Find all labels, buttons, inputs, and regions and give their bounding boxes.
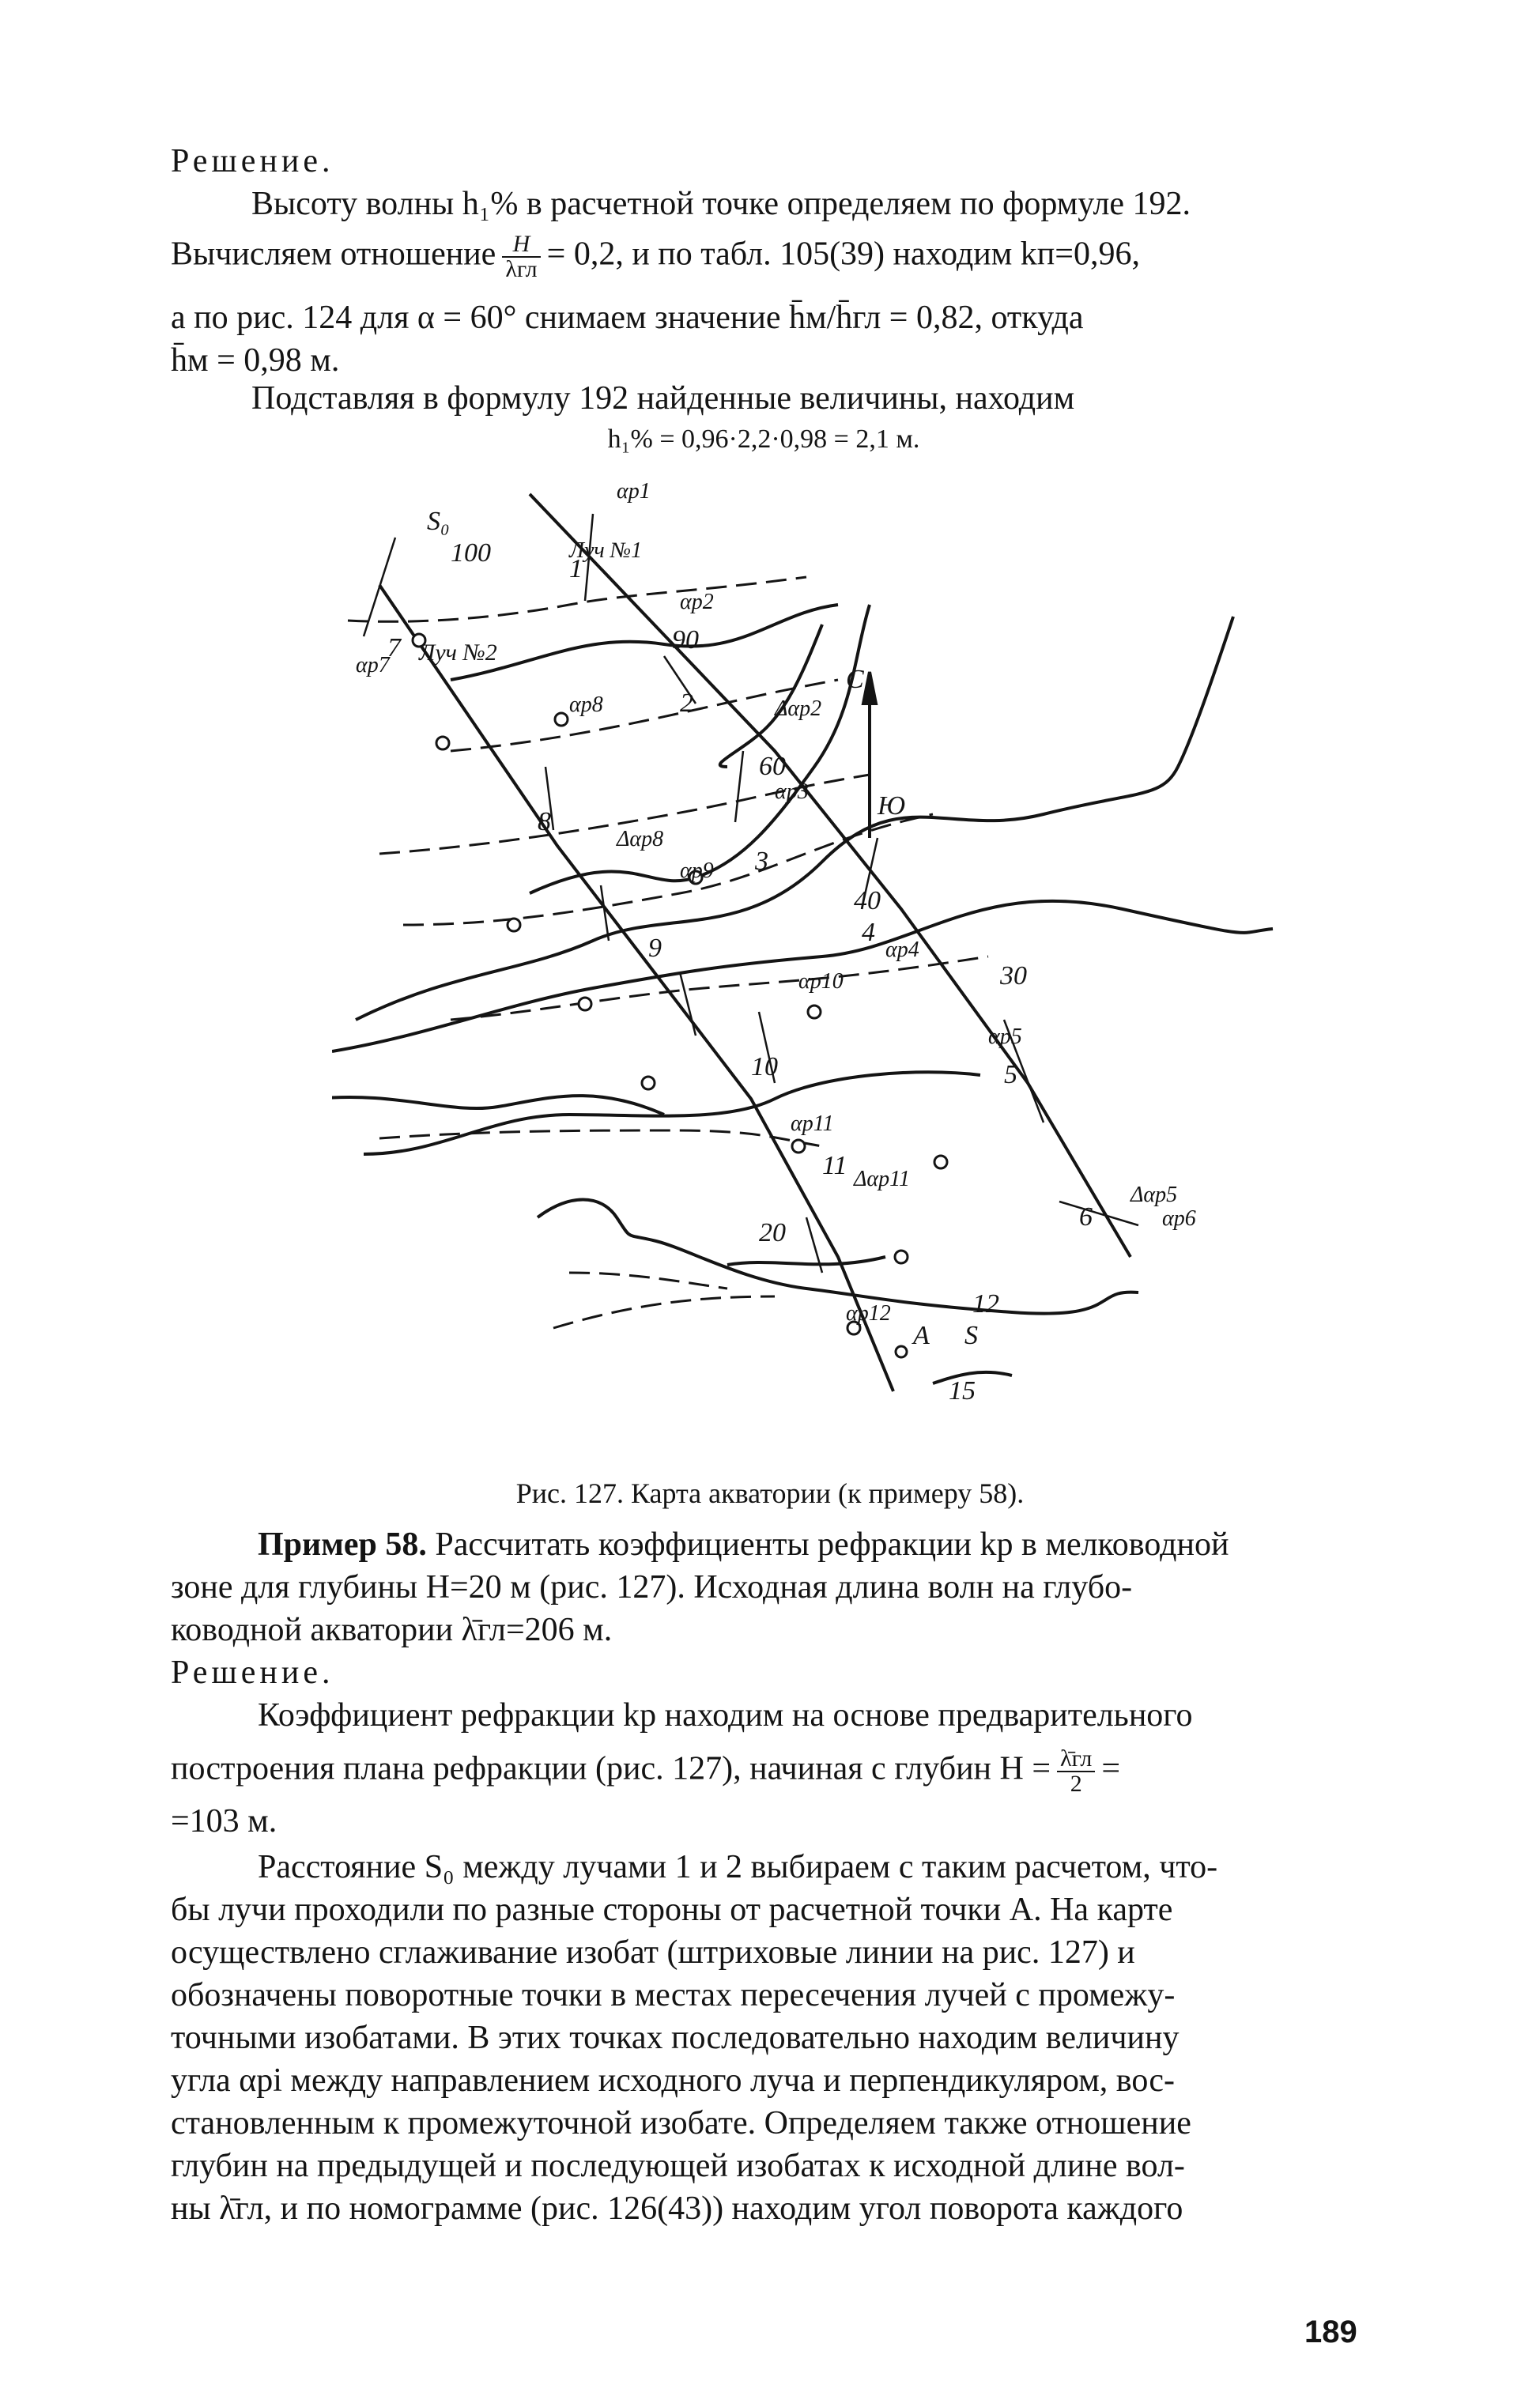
label-alpha-p5: αр5 xyxy=(988,1024,1022,1049)
label-point-4: 4 xyxy=(862,918,875,947)
turning-point xyxy=(555,713,568,726)
label-point-s: S xyxy=(964,1321,978,1350)
paragraph-3-line-6: угла αрi между направлением исходного луча и перпендикуляром, вос- xyxy=(171,2062,1175,2099)
paragraph-3-line-8: глубин на предыдущей и последующей изобатах к исходной длине вол- xyxy=(171,2148,1185,2184)
fraction-numerator-2: λ̄гл xyxy=(1057,1747,1095,1772)
label-south: Ю xyxy=(878,791,906,821)
label-alpha-p10: αр10 xyxy=(798,969,844,994)
label-point-6: 6 xyxy=(1079,1202,1093,1232)
paragraph-1-line-4: h̄м = 0,98 м. xyxy=(171,342,340,379)
paragraph-1-line-1: Высоту волны h₁% в расчетной точке определяем по формуле 192. xyxy=(251,186,1191,222)
paragraph-3-line-9: ны λ̄гл, и по номограмме (рис. 126(43)) находим угол поворота каждого xyxy=(171,2190,1183,2227)
tick-3 xyxy=(735,751,743,822)
paragraph-3-line-3: осуществлено сглаживание изобат (штриховые линии на рис. 127) и xyxy=(171,1934,1135,1971)
label-point-7: 7 xyxy=(387,633,401,662)
label-delta-alpha-p11: Δαр11 xyxy=(854,1167,911,1191)
label-alpha-p1: αр1 xyxy=(617,479,651,504)
turning-point xyxy=(508,919,520,931)
turning-point xyxy=(792,1140,805,1153)
dashed-isobath-6 xyxy=(379,1130,822,1146)
label-depth-100: 100 xyxy=(451,538,491,568)
dashed-isobath-7 xyxy=(569,1273,727,1289)
isobath-20-curve xyxy=(364,1072,980,1154)
label-depth-60: 60 xyxy=(759,752,786,781)
label-alpha-p6: αр6 xyxy=(1162,1206,1196,1231)
paragraph-1-line-2 xyxy=(171,232,1357,281)
example-line-1-text: Рассчитать коэффициенты рефракции kр в мелководной xyxy=(435,1526,1229,1563)
paragraph-1-line-3: а по рис. 124 для α = 60° снимаем значение h̄м/h̄гл = 0,82, откуда xyxy=(171,300,1084,336)
perpendicular-ticks xyxy=(364,514,1138,1273)
label-alpha-p4: αр4 xyxy=(885,938,919,962)
label-point-8: 8 xyxy=(538,807,551,836)
turning-point xyxy=(579,998,591,1010)
label-alpha-p12: αр12 xyxy=(846,1301,891,1326)
label-point-5: 5 xyxy=(1004,1060,1017,1089)
paragraph-3-line-5: точными изобатами. В этих точках последовательно находим величину xyxy=(171,2020,1180,2056)
wave-rays xyxy=(379,494,1130,1391)
solution-2-line-2b: = xyxy=(1101,1750,1121,1787)
turning-point xyxy=(934,1156,947,1168)
fraction-denominator-2: 2 xyxy=(1070,1771,1082,1797)
label-point-1: 1 xyxy=(569,554,583,583)
point-a-marker xyxy=(896,1346,907,1357)
page-number: 189 xyxy=(1304,2315,1357,2349)
paragraph-3-line-4: обозначены поворотные точки в местах пересечения лучей с промежу- xyxy=(171,1977,1176,2013)
label-ray-1: Луч №1 xyxy=(569,538,643,563)
paragraph-2-line-1: Подставляя в формулу 192 найденные величины, находим xyxy=(251,380,1075,417)
label-delta-alpha-p5: Δαр5 xyxy=(1130,1183,1178,1207)
solution-2-line-2a: построения плана рефракции (рис. 127), начиная с глубин H = xyxy=(171,1750,1051,1787)
isobath-20b-curve xyxy=(727,1257,885,1265)
example-line-3: ководной акватории λ̄гл=206 м. xyxy=(171,1612,613,1648)
example-line-2: зоне для глубины H=20 м (рис. 127). Исходная длина волн на глубо- xyxy=(171,1569,1133,1606)
half-wavelength-fraction xyxy=(1057,1747,1095,1796)
label-delta-alpha-p8: Δαр8 xyxy=(617,827,664,851)
turning-point xyxy=(808,1006,821,1018)
solution-2-line-3: =103 м. xyxy=(171,1803,277,1840)
label-point-10: 10 xyxy=(751,1052,778,1081)
isobath-30b-curve xyxy=(332,1096,664,1115)
solution-heading-1: Решение. xyxy=(171,143,334,179)
dashed-isobath-1 xyxy=(348,577,806,621)
solution-2-line-2 xyxy=(171,1747,1357,1796)
label-delta-alpha-p2: Δαр2 xyxy=(775,696,822,721)
label-s0: S₀ xyxy=(427,507,450,536)
turning-point xyxy=(642,1077,655,1089)
label-point-12: 12 xyxy=(972,1289,999,1319)
paragraph-1-line-2a: Вычисляем отношение xyxy=(171,236,496,273)
label-alpha-p7: αр7 xyxy=(356,653,390,677)
figure-caption: Рис. 127. Карта акватории (к примеру 58). xyxy=(515,1477,1025,1509)
ray-1 xyxy=(530,494,1130,1257)
north-arrow xyxy=(863,672,876,838)
formula-line: h₁% = 0,96·2,2·0,98 = 2,1 м. xyxy=(607,425,920,454)
paragraph-3-line-7: становленным к промежуточной изобате. Определяем также отношение xyxy=(171,2105,1191,2141)
label-alpha-p3: αр3 xyxy=(775,779,809,804)
north-arrow-head xyxy=(863,672,876,704)
label-point-2: 2 xyxy=(680,689,693,718)
label-north: С xyxy=(846,665,864,694)
paragraph-1-line-2b: = 0,2, и по табл. 105(39) находим kп=0,96, xyxy=(546,236,1140,273)
label-alpha-p11: αр11 xyxy=(791,1111,834,1136)
label-point-9: 9 xyxy=(648,934,662,963)
label-point-a: A xyxy=(913,1321,930,1350)
ratio-fraction xyxy=(502,232,540,281)
bathymetry-map-figure xyxy=(332,466,1281,1455)
tick-10 xyxy=(680,972,696,1036)
label-point-11: 11 xyxy=(822,1151,847,1180)
label-depth-40: 40 xyxy=(854,886,881,915)
turning-point xyxy=(436,737,449,749)
label-depth-90: 90 xyxy=(672,625,699,655)
label-depth-30: 30 xyxy=(1000,961,1027,991)
label-alpha-p8: αр8 xyxy=(569,692,603,717)
label-alpha-p2: αр2 xyxy=(680,590,714,614)
solution-2-line-1: Коэффициент рефракции kр находим на основе предварительного xyxy=(258,1697,1193,1734)
label-depth-15: 15 xyxy=(949,1376,976,1406)
example-label: Пример 58. xyxy=(258,1526,427,1563)
dashed-isobath-8 xyxy=(553,1296,775,1328)
fraction-denominator: λгл xyxy=(505,256,538,282)
solution-heading-2: Решение. xyxy=(171,1655,334,1691)
label-ray-2: Луч №2 xyxy=(419,640,497,666)
label-alpha-p9: αр9 xyxy=(680,858,714,883)
example-line-1 xyxy=(171,1526,1357,1564)
label-depth-20: 20 xyxy=(759,1218,786,1247)
turning-point xyxy=(895,1251,908,1263)
paragraph-3-line-1: Расстояние S₀ между лучами 1 и 2 выбираем с таким расчетом, что- xyxy=(258,1849,1218,1885)
paragraph-3-line-2: бы лучи проходили по разные стороны от расчетной точки A. На карте xyxy=(171,1892,1173,1928)
label-point-3: 3 xyxy=(755,847,768,876)
fraction-numerator: H xyxy=(502,232,540,258)
